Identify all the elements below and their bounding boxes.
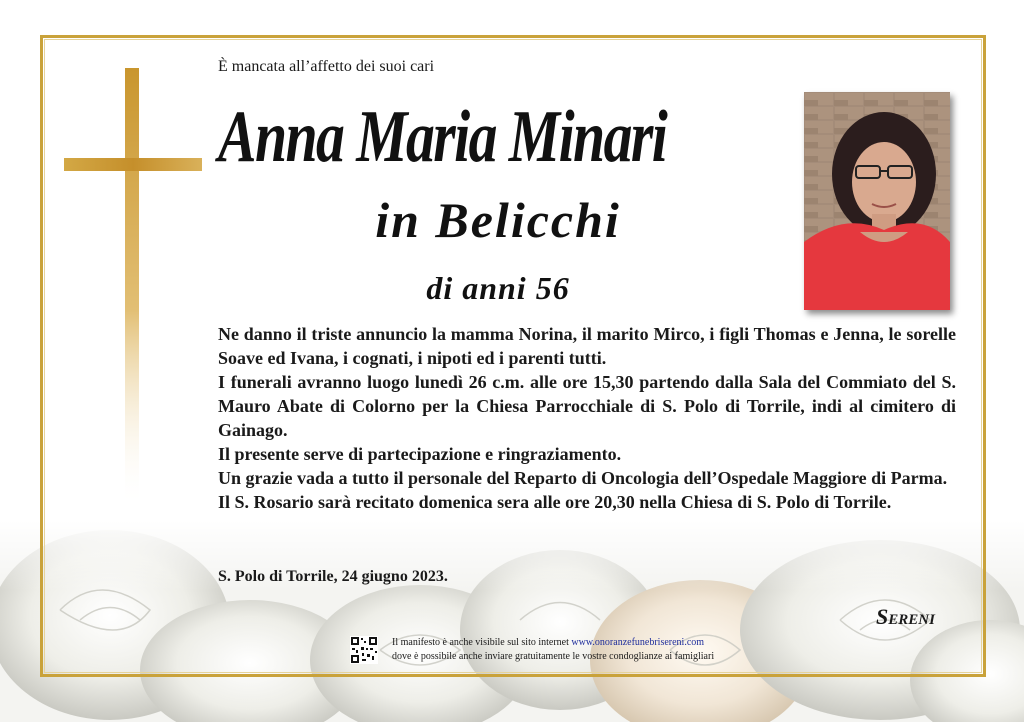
deceased-name: Anna Maria Minari — [218, 96, 667, 178]
funeral-home-signature: Sereni — [876, 604, 935, 629]
announcement-paragraph: I funerali avranno luogo lunedì 26 c.m. alle ore 15,30 partendo dalla Sala del Commiato del S. Mauro Abate di Colorno per la Chiesa Parrocchiale di S. Polo di Torrile, indi al cimitero di Gainago. — [218, 372, 956, 440]
announcement-paragraph: Ne danno il triste annuncio la mamma Norina, il marito Mirco, i figli Thomas e Jenna, le sorelle Soave ed Ivana, i cognati, i nipoti ed i parenti tutti. — [218, 324, 956, 368]
intro-text: È mancata all’affetto dei suoi cari — [218, 58, 435, 75]
place-date: S. Polo di Torrile, 24 giugno 2023. — [218, 568, 448, 585]
married-name: in Belicchi — [375, 192, 621, 248]
announcement-paragraph: Il presente serve di partecipazione e ringraziamento. — [218, 444, 622, 464]
announcement-body — [218, 322, 956, 514]
announcement-paragraph: Un grazie vada a tutto il personale del Reparto di Oncologia dell’Ospedale Maggiore di Parma. — [218, 468, 948, 488]
footer-note — [392, 636, 832, 664]
website-link[interactable]: www.onoranzefunebrisereni.com — [571, 637, 705, 648]
footer-line-1 — [392, 636, 832, 650]
footer-line-2: dove è possibile anche inviare gratuitamente le vostre condoglianze ai famigliari — [392, 651, 715, 662]
qr-code-icon[interactable] — [350, 636, 378, 664]
portrait-photo — [804, 92, 950, 310]
footer-line-1-prefix: Il manifesto è anche visibile sul sito internet — [392, 637, 569, 648]
cross-icon — [64, 68, 204, 508]
announcement-paragraph: Il S. Rosario sarà recitato domenica sera alle ore 20,30 nella Chiesa di S. Polo di Torrile. — [218, 492, 892, 512]
age-text: di anni 56 — [426, 270, 570, 306]
